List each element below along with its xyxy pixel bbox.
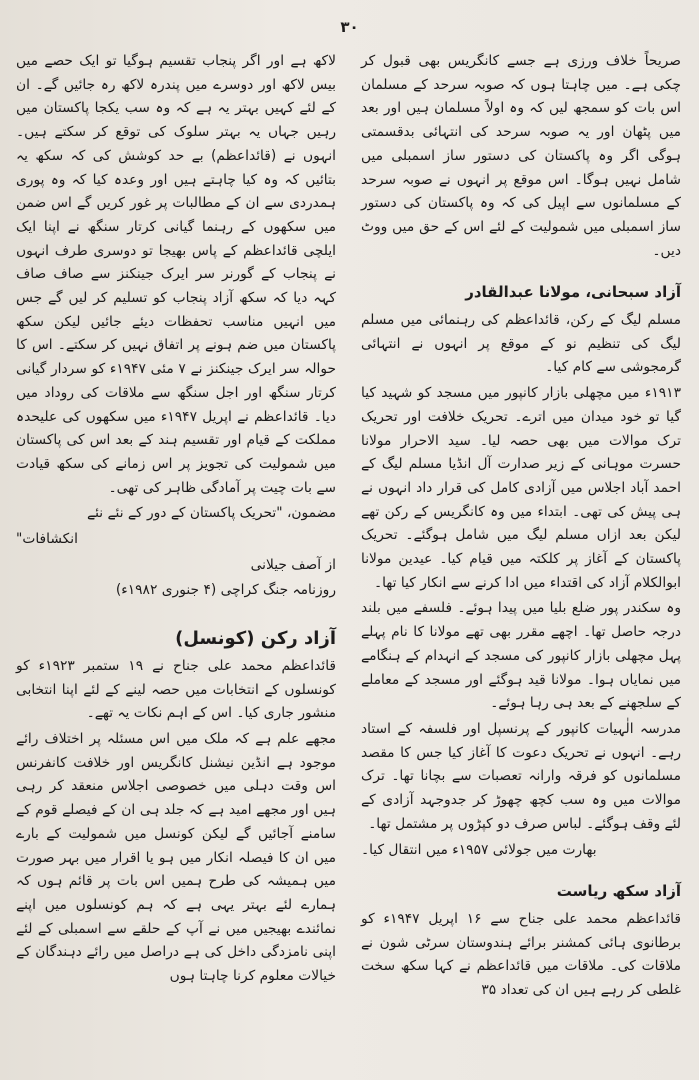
paragraph: مدرسہ الٰہیات کانپور کے پرنسپل اور فلسفہ کے استاد رہے۔ انہوں نے تحریک دعوت کا آغاز کیا جس کا مقصد مسلمانوں کو فرقہ وارانہ تعصبات سے بچانا تھا۔ ترک موالات میں وہ سب کچھ چھوڑ کر جدوجہد آزادی کے لئے وقف ہوگئے۔ لباس صرف دو کپڑوں پر مشتمل تھا۔: [361, 720, 681, 832]
section-heading-azad-sikh-state: آزاد سکھ ریاست: [556, 882, 681, 901]
paragraph: مسلم لیگ کے رکن، قائداعظم کی رہنمائی میں مسلم لیگ کی تنظیم نو کے موقع پر انہوں نے انتہائی گرمجوشی سے کام کیا۔: [361, 312, 681, 376]
intro-paragraph: صریحاً خلاف ورزی ہے جسے کانگریس بھی قبول کر چکی ہے۔ میں چاہتا ہوں کہ صوبہ سرحد کے مسلمان اس بات کو سمجھ لیں کہ وہ اولاً مسلمان ہیں اور بعد میں پٹھان اور یہ صوبہ سرحد کی انتہائی بدقسمتی ہوگی اگر وہ پاکستان کی دستور ساز اسمبلی میں شامل نہیں ہوگا۔ اس موقع پر انہوں نے صوبہ سرحد کے مسلمانوں سے اپیل کی کہ وہ پاکستان کی دستور ساز اسمبلی میں شمولیت کے لئے اس کے حق میں ووٹ دیں۔: [361, 53, 681, 259]
death-note: بھارت میں جولائی ۱۹۵۷ء میں انتقال کیا۔: [361, 841, 597, 858]
article-reference-end: انکشافات": [16, 531, 78, 548]
author-credit: از آصف جیلانی: [250, 556, 336, 573]
left-column: [16, 50, 336, 989]
continuation-paragraph: لاکھ ہے اور اگر پنجاب تقسیم ہوگیا تو ایک حصے میں بیس لاکھ اور دوسرے میں پندرہ لاکھ رہ جائیں گے۔ ان کے لئے کہیں بہتر یہ ہے کہ وہ سب یکجا پاکستان میں رہیں جہاں یہ بہتر سلوک کی توقع کر سکتے ہیں۔ انہوں نے (قائداعظم) بے حد کوشش کی کہ سکھ یہ بتائیں کہ وہ کیا چاہتے ہیں اور وعدہ کیا کہ وہ پوری ہمدردی سے ان کے مطالبات پر غور کریں گے اس ضمن میں سکھوں کے رہنما گیانی کرتار سنگھ نے اپنا ایک ایلچی قائداعظم کے پاس بھیجا تو دوسری طرف انہوں نے پنجاب کے گورنر سر ایرک جینکنز سے صاف صاف کہہ دیا کہ سکھ آزاد پنجاب کو تسلیم کر لیں گے جس میں انہیں مناسب تحفظات دیئے جائیں لیکن سکھ پاکستان میں ضم ہونے پر اتفاق نہیں کر سکتے۔ اس کا حوالہ سر ایرک جینکنز نے ۷ مئی ۱۹۴۷ء کو سردار گیانی کرتار سنگھ اور اجل سنگھ سے ملاقات کی روداد میں دیا۔ قائداعظم نے اپریل ۱۹۴۷ء میں سکھوں کی علیحدہ مملکت کے قیام اور تقسیم ہند کے بعد اس کی پاکستان میں شمولیت کی تجویز پر اس زمانے کی سکھ قیادت سے بات چیت پر آمادگی ظاہر کی تھی۔: [16, 53, 336, 496]
paragraph: قائداعظم محمد علی جناح نے ۱۹ ستمبر ۱۹۲۳ء کو کونسلوں کے انتخابات میں حصہ لینے کے لئے اپنا انتخابی منشور جاری کیا۔ اس کے اہم نکات یہ تھے۔: [16, 657, 337, 722]
source-credit: روزنامہ جنگ کراچی (۴ جنوری ۱۹۸۲ء): [115, 582, 336, 599]
paragraph: قائداعظم محمد علی جناح سے ۱۶ اپریل ۱۹۴۷ء کو برطانوی ہائی کمشنر برائے ہندوستان سرٹی شون نے ملاقات کی۔ ملاقات میں قائداعظم نے کہا سکھ سخت غلطی کر رہے ہیں ان کی تعداد ۳۵: [361, 910, 681, 999]
paragraph: وہ سکندر پور ضلع بلیا میں پیدا ہوئے۔ فلسفے میں بلند درجہ حاصل تھا۔ اچھے مقرر بھی تھے مولانا کا نام پہلے پہل مچھلی بازار کانپور کی مسجد کے انہدام کے ہنگامے میں نمایاں ہوا۔ مولانا قید ہوگئے اور مسجد کے معاملے کے سلجھنے کے بعد ہی رہا ہوئے۔: [361, 600, 681, 712]
article-reference: مضمون، "تحریک پاکستان کے دور کے نئے نئے: [86, 505, 336, 522]
paragraph: مجھے علم ہے کہ ملک میں اس مسئلہ پر اختلاف رائے موجود ہے انڈین نیشنل کانگریس اور خلافت کانفرنس اس وقت دہلی میں خصوصی اجلاس منعقد کر رہی ہیں اور مجھے امید ہے کہ جلد ہی ان کے فیصلے قوم کے سامنے آجائیں گے لیکن کونسل میں شمولیت کے بارے میں ان کا فیصلہ انکار میں ہو یا اقرار میں بہر صورت میں ہمیشہ کی طرح ہمیں اس بات پر قائم ہوں کہ ہمارے لئے بہتر یہی ہے کہ ہم کونسلوں میں اپنے نمائندے بھیجیں میں نے آپ کے حلقے سے اسمبلی کے لئے اپنی نامزدگی داخل کی ہے دراصل میں رائے دہندگان کے خیالات معلوم کرنا چاہتا ہوں: [16, 730, 336, 985]
section-heading-azad-rukn: آزاد رکن (کونسل): [175, 628, 336, 650]
section-heading-azad-subhani: آزاد سبحانی، مولانا عبدالقادر: [465, 283, 681, 302]
paragraph: ۱۹۱۳ء میں مچھلی بازار کانپور میں مسجد کو شہید کیا گیا تو خود میدان میں اترے۔ تحریک خلافت اور تحریک ترک موالات میں بھی حصہ لیا۔ سید الاحرار مولانا حسرت موہانی کے زیر صدارت آل انڈیا مسلم لیگ کے احمد آباد اجلاس میں آزادی کامل کی قرار داد انہوں نے ہی پیش کی تھی۔ ابتداء میں وہ کانگریس کے رکن تھے لیکن بعد ازاں مسلم لیگ میں شامل ہوگئے۔ تحریک پاکستان کے آغاز پر کلکتہ میں قیام کیا۔ عیدین مولانا ابوالکلام آزاد کی اقتداء میں ادا کرنے سے انکار کیا تھا۔: [361, 385, 681, 591]
right-column: [361, 50, 681, 1003]
page-number: ۳۰: [340, 18, 359, 36]
